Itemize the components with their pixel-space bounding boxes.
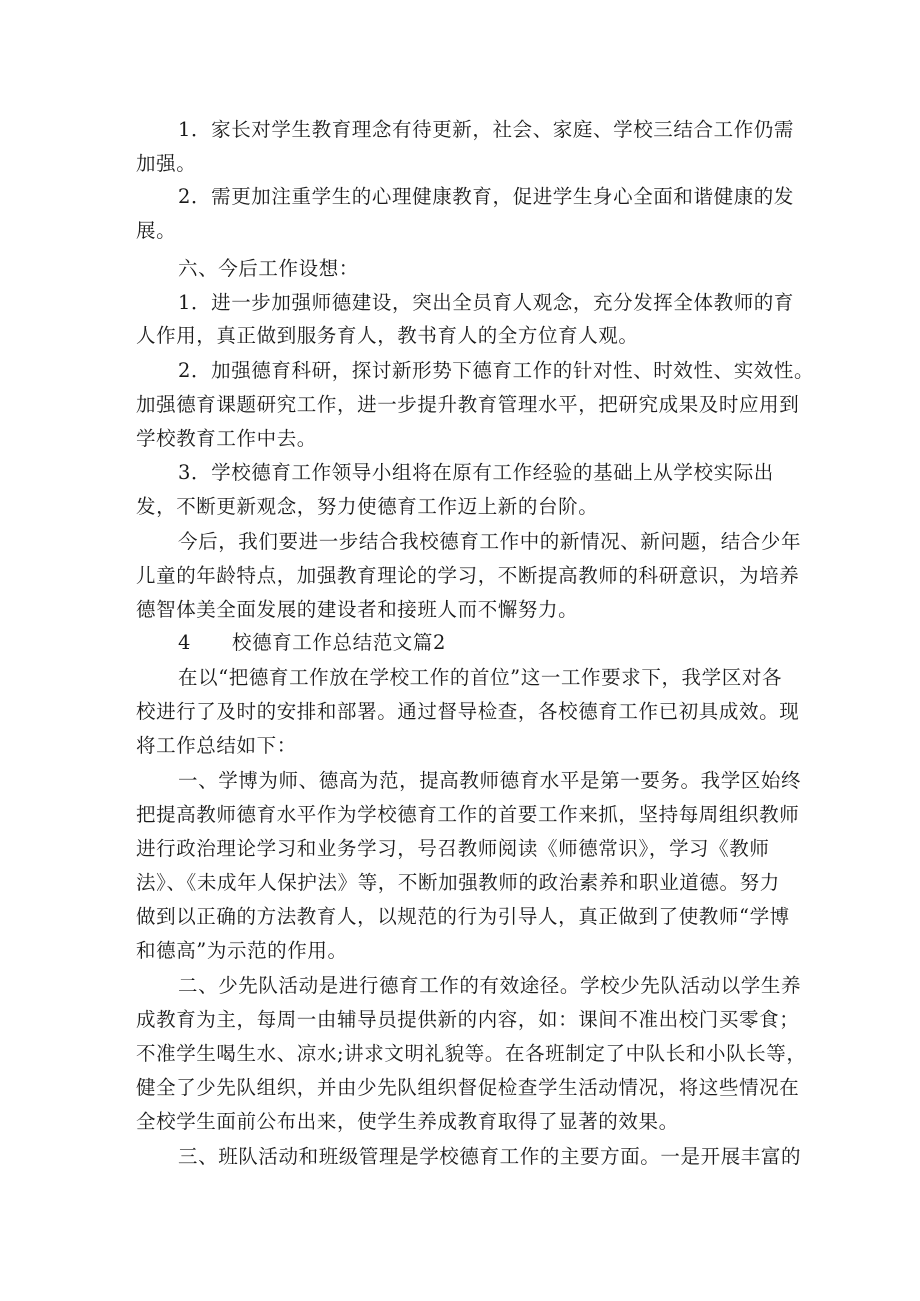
text-line: 2．需更加注重学生的心理健康教育，促进学生身心全面和谐健康的发: [178, 185, 795, 208]
text-line: 二、少先队活动是进行德育工作的有效途径。学校少先队活动以学生养: [178, 974, 802, 997]
text-line: 人作用，真正做到服务育人，教书育人的全方位育人观。: [136, 324, 639, 347]
text-line: 和德高”为示范的作用。: [136, 939, 348, 962]
article-heading: [0, 628, 920, 658]
text-line: 德智体美全面发展的建设者和接班人而不懈努力。: [136, 598, 579, 621]
text-line: 2．加强德育科研，探讨新形势下德育工作的针对性、时效性、实效性。: [178, 359, 815, 382]
text-line: 在以“把德育工作放在学校工作的首位”这一工作要求下，我学区对各: [178, 666, 783, 689]
heading-number: 4: [178, 631, 192, 654]
text-line: 法》、《未成年人保护法》等，不断加强教师的政治素养和职业道德。努力: [136, 871, 780, 894]
text-line: 今后，我们要进一步结合我校德育工作中的新情况、新问题，结合少年: [178, 530, 802, 553]
text-line: 把提高教师德育水平作为学校德育工作的首要工作来抓，坚持每周组织教师: [136, 803, 800, 826]
text-line: 加强德育课题研究工作，进一步提升教育管理水平，把研究成果及时应用到: [136, 393, 800, 416]
text-line: 展。: [136, 219, 177, 242]
text-line: 1．家长对学生教育理念有待更新，社会、家庭、学校三结合工作仍需: [178, 118, 795, 141]
text-line: 一、学博为师、德高为范，提高教师德育水平是第一要务。我学区始终: [178, 769, 802, 792]
heading-title: 校德育工作总结范文篇2: [232, 631, 447, 654]
text-line: 校进行了及时的安排和部署。通过督导检查，各校德育工作已初具成效。现: [136, 700, 800, 723]
text-line: 做到以正确的方法教育人，以规范的行为引导人，真正做到了使教师“学博: [136, 905, 790, 928]
text-line: 全校学生面前公布出来，使学生养成教育取得了显著的效果。: [136, 1110, 679, 1133]
text-line: 将工作总结如下：: [136, 734, 297, 757]
text-line: 加强。: [136, 152, 197, 175]
text-line: 三、班队活动和班级管理是学校德育工作的主要方面。一是开展丰富的: [178, 1145, 802, 1168]
text-line: 学校教育工作中去。: [136, 427, 317, 450]
text-line: 1．进一步加强师德建设，突出全员育人观念，充分发挥全体教师的育: [178, 291, 795, 314]
text-line: 不准学生喝生水、凉水;讲求文明礼貌等。在各班制定了中队长和小队长等，: [136, 1042, 807, 1065]
section-heading: 六、今后工作设想：: [178, 257, 359, 280]
text-line: 健全了少先队组织，并由少先队组织督促检查学生活动情况，将这些情况在: [136, 1076, 800, 1099]
text-line: 儿童的年龄特点，加强教育理论的学习，不断提高教师的科研意识，为培养: [136, 564, 800, 587]
text-line: 进行政治理论学习和业务学习，号召教师阅读《师德常识》，学习《教师: [136, 837, 770, 860]
text-line: 3．学校德育工作领导小组将在原有工作经验的基础上从学校实际出: [178, 461, 774, 484]
text-line: 成教育为主，每周一由辅导员提供新的内容，如：课间不准出校门买零食；: [136, 1008, 800, 1031]
text-line: 发，不断更新观念，努力使德育工作迈上新的台阶。: [136, 495, 599, 518]
